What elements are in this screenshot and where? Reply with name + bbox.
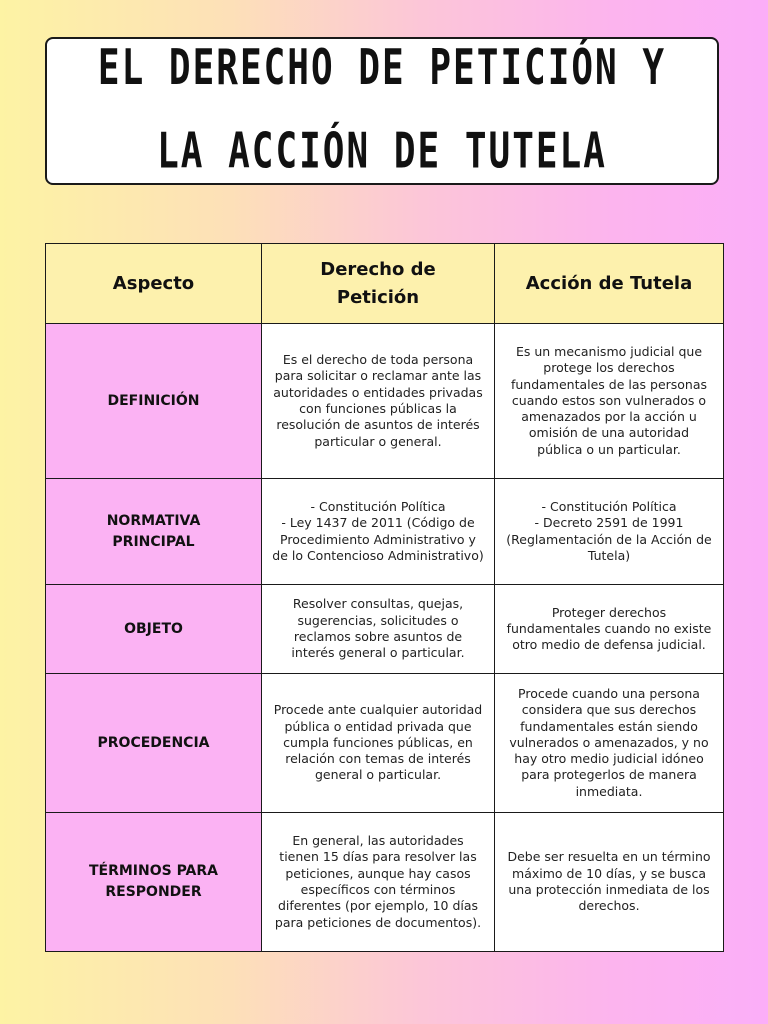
aspect-cell: DEFINICIÓN: [46, 324, 262, 479]
peticion-cell: - Constitución Política - Ley 1437 de 2011 (Código de Procedimiento Administrativo y de lo Contencioso Administrativo): [262, 479, 495, 585]
table-row: [46, 674, 724, 813]
title-box: [45, 37, 719, 185]
table-header-row: [46, 244, 724, 324]
tutela-cell: Debe ser resuelta en un término máximo de 10 días, y se busca una protección inmediata de los derechos.: [495, 813, 724, 952]
aspect-cell: PROCEDENCIA: [46, 674, 262, 813]
page-title: EL DERECHO DE PETICIÓN Y LA ACCIÓN DE TUTELA: [97, 40, 667, 180]
header-accion-tutela: Acción de Tutela: [495, 244, 724, 324]
table-row: [46, 813, 724, 952]
peticion-cell: Procede ante cualquier autoridad pública o entidad privada que cumpla funciones públicas, en relación con temas de interés general o particular.: [262, 674, 495, 813]
peticion-cell: Resolver consultas, quejas, sugerencias, solicitudes o reclamos sobre asuntos de interés general o particular.: [262, 585, 495, 674]
table-row: [46, 585, 724, 674]
aspect-cell: NORMATIVA PRINCIPAL: [46, 479, 262, 585]
tutela-cell: Proteger derechos fundamentales cuando no existe otro medio de defensa judicial.: [495, 585, 724, 674]
tutela-cell: Es un mecanismo judicial que protege los derechos fundamentales de las personas cuando estos son vulnerados o amenazados por la acción u omisión de una autoridad pública o un particular.: [495, 324, 724, 479]
peticion-cell: Es el derecho de toda persona para solicitar o reclamar ante las autoridades o entidades privadas con funciones públicas la resolución de asuntos de interés particular o general.: [262, 324, 495, 479]
peticion-cell: En general, las autoridades tienen 15 días para resolver las peticiones, aunque hay casos específicos con términos diferentes (por ejemplo, 10 días para peticiones de documentos).: [262, 813, 495, 952]
table-row: [46, 479, 724, 585]
tutela-cell: Procede cuando una persona considera que sus derechos fundamentales están siendo vulnerados o amenazados, y no hay otro medio judicial idóneo para protegerlos de manera inmediata.: [495, 674, 724, 813]
header-aspecto: Aspecto: [46, 244, 262, 324]
aspect-cell: OBJETO: [46, 585, 262, 674]
aspect-cell: TÉRMINOS PARA RESPONDER: [46, 813, 262, 952]
table-row: [46, 324, 724, 479]
header-derecho-peticion: Derecho de Petición: [262, 244, 495, 324]
comparison-table: [45, 243, 724, 952]
tutela-cell: - Constitución Política - Decreto 2591 de 1991 (Reglamentación de la Acción de Tutela): [495, 479, 724, 585]
